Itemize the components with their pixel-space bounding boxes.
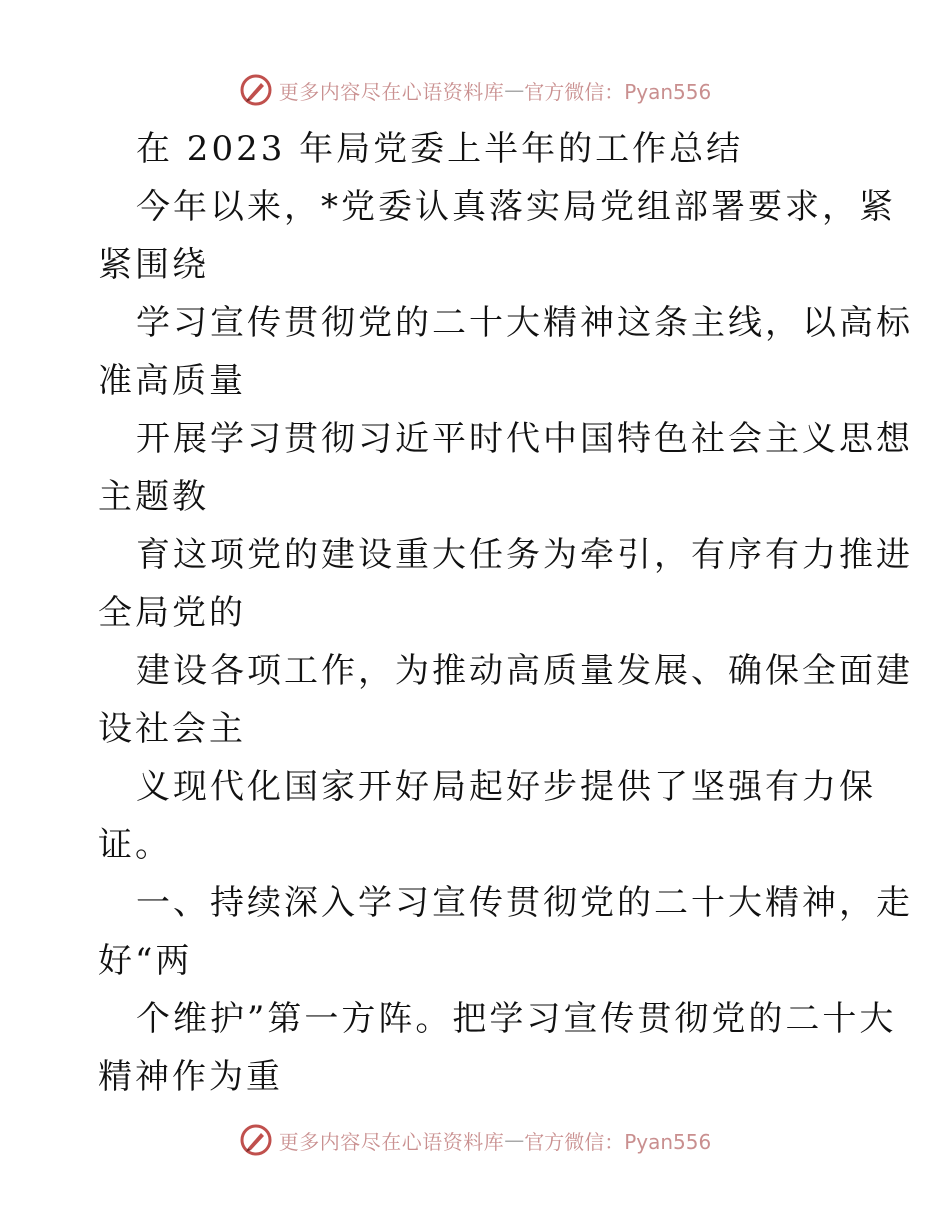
paragraph-line: 个维护”第一方阵。把学习宣传贯彻党的二十大 — [136, 999, 897, 1039]
section-heading-line: 好“两 — [98, 941, 193, 981]
paragraph-line: 主题教 — [98, 477, 209, 517]
section-heading-line: 一、持续深入学习宣传贯彻党的二十大精神，走 — [136, 883, 913, 923]
pen-logo-icon — [239, 1123, 273, 1157]
paragraph-line: 证。 — [98, 825, 172, 865]
paragraph-line: 义现代化国家开好局起好步提供了坚强有力保 — [136, 767, 876, 807]
watermark-separator: — — [504, 78, 525, 102]
watermark-contact: 官方微信：Pyan556 — [524, 79, 712, 104]
paragraph-line: 开展学习贯彻习近平时代中国特色社会主义思想 — [136, 419, 913, 459]
paragraph-line: 学习宣传贯彻党的二十大精神这条主线，以高标 — [136, 303, 913, 343]
footer-watermark — [0, 1120, 950, 1160]
paragraph-line: 建设各项工作，为推动高质量发展、确保全面建 — [136, 651, 913, 691]
header-watermark — [0, 70, 950, 110]
paragraph-line: 育这项党的建设重大任务为牵引，有序有力推进 — [136, 535, 913, 575]
paragraph-line: 今年以来，*党委认真落实局党组部署要求，紧 — [136, 187, 896, 227]
paragraph-line: 全局党的 — [98, 593, 246, 633]
watermark-text: 更多内容尽在心语资料库 — [278, 79, 505, 104]
watermark-contact: 官方微信：Pyan556 — [524, 1129, 712, 1154]
paragraph-line: 精神作为重 — [98, 1057, 283, 1097]
document-title: 在 2023 年局党委上半年的工作总结 — [136, 129, 744, 169]
pen-logo-icon — [239, 73, 273, 107]
paragraph-line: 设社会主 — [98, 709, 246, 749]
watermark-separator: — — [504, 1128, 525, 1152]
document-body — [98, 120, 913, 1106]
paragraph-line: 准高质量 — [98, 361, 246, 401]
paragraph-line: 紧围绕 — [98, 245, 209, 285]
watermark-text: 更多内容尽在心语资料库 — [278, 1129, 505, 1154]
